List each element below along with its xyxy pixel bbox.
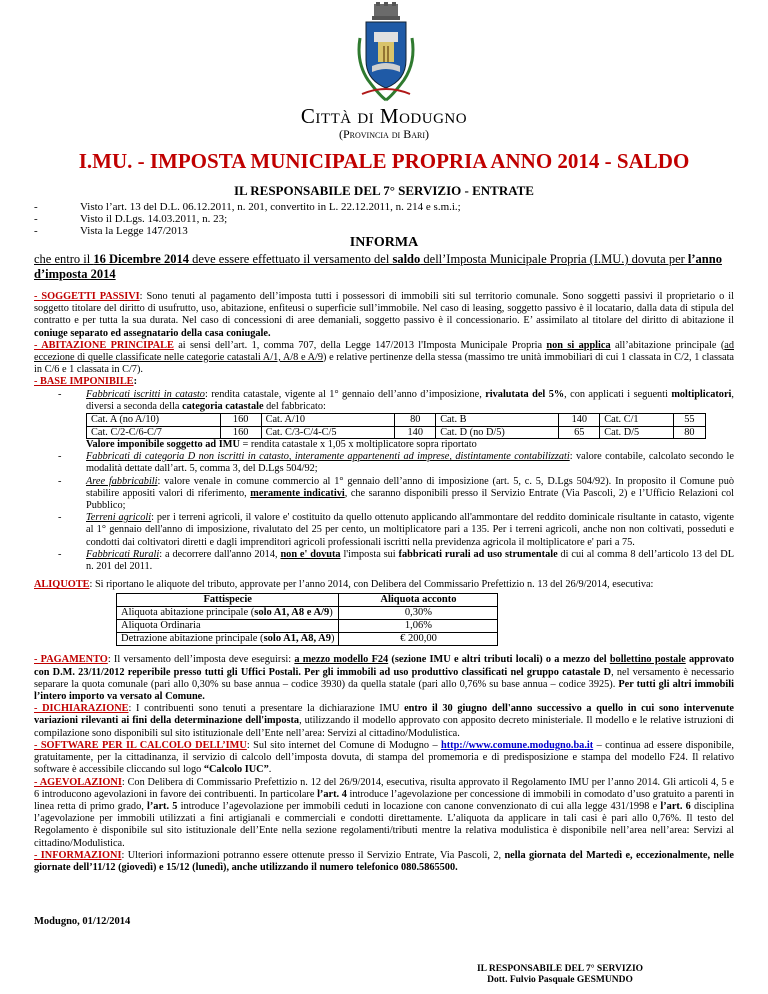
table-cell: € 200,00 — [339, 633, 498, 646]
rates-table — [116, 593, 498, 646]
section-soggetti-passivi: - SOGGETTI PASSIVI: Sono tenuti al pagamento dell’imposta tutti i possessori di immobili siti sul territorio comunale. Sono soggetti passivi il proprietario o il soggetto titolare del diritto di usufrutto, uso, abitazione, enfiteusi o superficie sull’immobile. Nel caso di leasing, soggetto passivo è il locatario, dalla data di stipula del contratto e per tutta la sua durata. Nel caso di concessioni di aree demaniali, soggetto passivo è il concessionario. E’ assimilato al titolare del diritto di abitazione il coniuge separato ed assegnatario della casa coniugale. — [34, 291, 734, 339]
city-crest-icon — [354, 2, 418, 102]
table-cell: Cat. C/3-C/4-C/5 — [261, 426, 395, 439]
section-base-imponibile: - BASE IMPONIBILE: — [34, 376, 137, 388]
table-row — [87, 414, 706, 427]
section-informazioni: - INFORMAZIONI: Ulteriori informazioni potranno essere ottenute presso il Servizio Entrate, Via Pascoli, 2, nella giornata del Martedì e, eccezionalmente, nelle giornate dell’11/12 (giovedì) e 15/12 (lunedì), anche utilizzando il numero telefonico 080.5865500. — [34, 849, 734, 873]
table-cell: 160 — [220, 414, 261, 427]
legal-reference: - Visto l’art. 13 del D.L. 06.12.2011, n. 201, convertito in L. 22.12.2011, n. 214 e s.m.i.; — [34, 201, 461, 213]
notice-body — [34, 291, 734, 874]
table-cell: Cat. D/5 — [600, 426, 673, 439]
legal-reference: - Visto il D.Lgs. 14.03.2011, n. 23; — [34, 213, 461, 225]
informa-heading: INFORMA — [349, 235, 419, 250]
table-cell: 140 — [395, 426, 436, 439]
legal-reference: - Vista la Legge 147/2013 — [34, 225, 461, 237]
section-abitazione-principale: - ABITAZIONE PRINCIPALE ai sensi dell’art. 1, comma 707, della Legge 147/2013 l'Imposta Municipale Propria non si applica all’abitazione principale (ad eccezione di quelle classificate nelle categorie catastali A/1, A/8 e A/9) e relative pertinenze della stessa (massimo tre unità immobiliari di cui 1 classata in C/2, 1 classata in C/6 e 1 classata in C/7). — [34, 339, 734, 376]
bullet-fabbricati-rurali: - Fabbricati Rurali: a decorrere dall'anno 2014, non e' dovuta l'imposta sui fabbricati rurali ad uso strumentale di cui al comma 8 dell’articolo 13 del DL n. 201 del 2011. — [34, 549, 734, 573]
table-header: Fattispecie — [117, 594, 339, 607]
table-cell: 80 — [395, 414, 436, 427]
comune-website-link[interactable]: http://www.comune.modugno.ba.it — [441, 739, 594, 751]
multiplier-table — [86, 413, 706, 439]
section-dichiarazione: - DICHIARAZIONE: I contribuenti sono tenuti a presentare la dichiarazione IMU entro il 30 giugno dell'anno successivo a quello in cui sono intervenute variazioni rilevanti ai fini della determinazione dell'imposta, utilizzando il modello approvato con apposito decreto ministeriale. Il modello e le relative istruzioni di compilazione sono disponibili sul sito istituzionale dell’Ente nell’area: Servizi al cittadino/Modulistica. — [34, 703, 734, 739]
bullet-fabbricati: - Fabbricati iscritti in catasto: rendita catastale, vigente al 1° gennaio dell’anno d’imposizione, rivalutata del 5%, con applicati i seguenti moltiplicatori, diversi a seconda della categoria catastale del fabbricato: — [34, 389, 734, 413]
table-cell: Aliquota Ordinaria — [117, 620, 339, 633]
table-row — [117, 620, 498, 633]
table-cell: 0,30% — [339, 607, 498, 620]
document-date: Modugno, 01/12/2014 — [34, 916, 131, 927]
table-cell: Detrazione abitazione principale (solo A1, A8, A9) — [117, 633, 339, 646]
table-row — [117, 633, 498, 646]
bullet-terreni-agricoli: - Terreni agricoli: per i terreni agricoli, il valore e' costituito da quello ottenuto applicando all'ammontare del reddito dominicale risultante in catasto, vigente al 1° gennaio dell'anno di imposizione, rivalutato del 25 per cento, un moltiplicatore pari a 135. Per i terreni agricoli, anche non non coltivati, posseduti e condotti dai coltivatori diretti e dagli imprenditori agricoli professionali iscritti nella previdenza agricola il moltiplicatore e' pari a 75. — [34, 512, 734, 549]
page-title: I.MU. - IMPOSTA MUNICIPALE PROPRIA ANNO 2014 - SALDO — [78, 149, 690, 173]
issuer-heading: IL RESPONSABILE DEL 7° SERVIZIO - ENTRATE — [234, 183, 534, 198]
signer-title: IL RESPONSABILE DEL 7° SERVIZIO — [476, 964, 644, 974]
table-cell: Cat. C/2-C/6-C/7 — [87, 426, 221, 439]
table-row — [117, 607, 498, 620]
section-aliquote: ALIQUOTE: Si riportano le aliquote del tributo, approvate per l’anno 2014, con Delibera del Commissario Prefettizio n. 13 del 26/9/2014, esecutiva: — [34, 579, 654, 591]
section-agevolazioni: - AGEVOLAZIONI: Con Delibera di Commissario Prefettizio n. 12 del 26/9/2014, esecutiva, risulta approvato il Regolamento IMU per l’anno 2014. Gli articoli 4, 5 e 6 introducono agevolazioni in favore dei contribuenti. In particolare l’art. 4 introduce l’agevolazione per concessione di immobili in comodato d’uso gratuito a parenti in linea retta di primo grado, l’art. 5 introduce l’agevolazione per immobili ceduti in locazione con canone convenzionato di cui alla legge 431/1998 e l’art. 6 disciplina l’agevolazione per immobili utilizzati a fini artigianali e commerciali e condotti direttamente. L’aliquota da applicare in tali casi è pari allo 0,76%. Il testo del Regolamento è disponibile sul sito istituzionale dell’Ente nella sezione regolamenti/tributi mentre la relativa modulistica è disponibile nell’area nell’area: Servizi al cittadino/Modulistica. — [34, 776, 735, 849]
table-cell: 160 — [220, 426, 261, 439]
table-row — [87, 426, 706, 439]
city-name: Città di Modugno — [300, 104, 468, 128]
section-pagamento: - PAGAMENTO: Il versamento dell’imposta deve eseguirsi: a mezzo modello F24 (sezione IMU e altri tributi locali) o a mezzo del bollettino postale approvato con D.M. 23/11/2012 reperibile presso tutti gli Uffici Postali. Per gli immobili ad uso produttivo classificati nel gruppo catastale D, nel versamento è necessario separare la quota comunale (pari allo 0,30% su base annua – codice 3930) da quella statale (pari allo 0,76% su base annua – codice 3925). Per tutti gli altri immobili l’intero importo va versato al Comune. — [34, 654, 734, 703]
table-cell: Cat. C/1 — [600, 414, 673, 427]
table-cell: 1,06% — [339, 620, 498, 633]
table-cell: Cat. A/10 — [261, 414, 395, 427]
province-name: (Provincia di Bari) — [339, 127, 429, 141]
table-cell: Aliquota abitazione principale (solo A1, A8 e A/9) — [117, 607, 339, 620]
table-cell: Cat. A (no A/10) — [87, 414, 221, 427]
section-software: - SOFTWARE PER IL CALCOLO DELL’IMU: Sul sito internet del Comune di Modugno – http://www.comune.modugno.ba.it – continua ad essere disponibile, gratuitamente, per la cittadinanza, il servizio di calcolo dell’imposta dovuta, di stampa del promemoria e di predisposizione e stampa del modello F24. Il relativo software è accessibile cliccando sul logo “Calcolo IUC”. — [34, 739, 734, 776]
table-header: Aliquota acconto — [339, 594, 498, 607]
valore-imponibile: Valore imponibile soggetto ad IMU = rendita catastale x 1,05 x moltiplicatore sopra riportato — [86, 439, 477, 451]
bullet-fabbricati-d: - Fabbricati di categoria D non iscritti in catasto, interamente appartenenti ad imprese, distintamente contabilizzati: valore contabile, calcolato secondo le modalità dettate dall’art. 5, comma 3, del D.Lgs 504/92; — [34, 451, 734, 475]
intro-paragraph: che entro il 16 Dicembre 2014 deve essere effettuato il versamento del saldo dell’Imposta Municipale Propria (I.MU.) dovuta per l’anno d’imposta 2014 — [34, 252, 722, 281]
table-cell: 55 — [673, 414, 705, 427]
table-cell: 80 — [673, 426, 705, 439]
signature-block — [440, 964, 680, 986]
table-cell: 140 — [559, 414, 600, 427]
legal-references — [34, 201, 461, 237]
table-cell: Cat. D (no D/5) — [436, 426, 559, 439]
table-cell: Cat. B — [436, 414, 559, 427]
bullet-aree-fabbricabili: - Aree fabbricabili: valore venale in comune commercio al 1° gennaio dell’anno di imposizione (art. 5, c. 5, D.Lgs 504/92). In proposito il Comune può stabilire appositi valori di riferimento, meramente indicativi, che saranno disponibili presso il Servizio Entrate (Via Pascoli, 2) e l’Ufficio Relazioni col Pubblico; — [34, 476, 734, 513]
table-header-row — [117, 594, 498, 607]
signer-name: Dott. Fulvio Pasquale GESMUNDO — [487, 975, 633, 985]
table-cell: 65 — [559, 426, 600, 439]
